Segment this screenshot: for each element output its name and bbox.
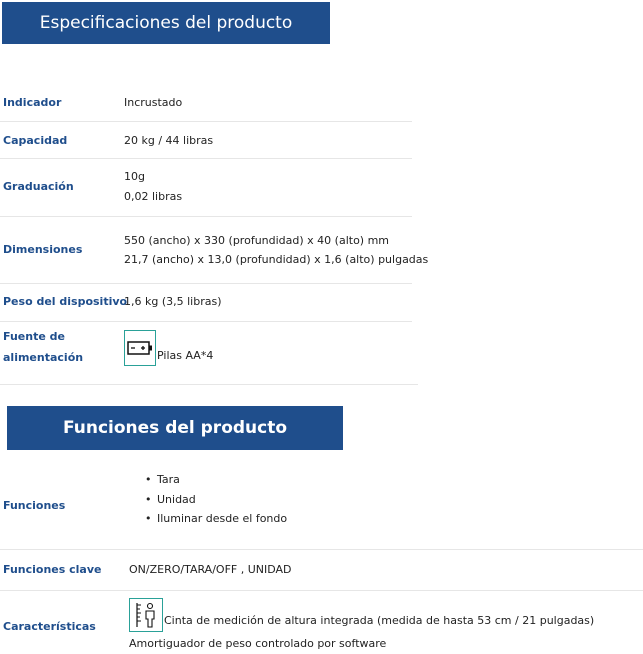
func-value-cinta: Cinta de medición de altura integrada (medida de hasta 53 cm / 21 pulgadas) [164, 614, 595, 627]
spec-value-dimensiones-mm: 550 (ancho) x 330 (profundidad) x 40 (alto) mm [124, 234, 390, 247]
functions-list [143, 470, 287, 529]
row-separator [0, 283, 412, 284]
spec-label-indicador: Indicador [3, 96, 62, 109]
functions-banner [7, 406, 343, 450]
spec-value-peso: 1,6 kg (3,5 libras) [124, 295, 222, 308]
list-item: • Iluminar desde el fondo [143, 509, 287, 529]
row-separator [0, 216, 412, 217]
row-separator [0, 549, 643, 550]
list-item: • Tara [143, 470, 287, 490]
func-label-funciones: Funciones [3, 499, 66, 512]
spec-label-graduacion: Graduación [3, 180, 74, 193]
specs-title: Especificaciones del producto [39, 13, 293, 33]
specs-banner [2, 2, 330, 44]
spec-value-capacidad: 20 kg / 44 libras [124, 134, 214, 147]
row-separator [0, 121, 412, 122]
row-separator [0, 321, 412, 322]
func-label-caracteristicas: Características [3, 620, 96, 633]
spec-value-graduacion-2: 0,02 libras [124, 190, 183, 203]
func-label-clave: Funciones clave [3, 563, 102, 576]
spec-label-fuente-2: alimentación [3, 351, 84, 364]
row-separator [0, 590, 643, 591]
spec-label-fuente-1: Fuente de [3, 330, 65, 343]
list-item: • Unidad [143, 490, 287, 510]
spec-label-peso: Peso del dispositivo [3, 295, 128, 308]
functions-title: Funciones del producto [62, 418, 288, 438]
spec-value-fuente: Pilas AA*4 [157, 349, 214, 362]
func-value-amortiguador: Amortiguador de peso controlado por software [129, 637, 387, 650]
height-measure-icon [129, 598, 163, 632]
spec-value-indicador: Incrustado [124, 96, 183, 109]
spec-label-dimensiones: Dimensiones [3, 243, 83, 256]
spec-value-graduacion-1: 10g [124, 170, 145, 183]
func-value-clave: ON/ZERO/TARA/OFF , UNIDAD [129, 563, 292, 576]
section-separator [0, 384, 418, 385]
spec-label-capacidad: Capacidad [3, 134, 68, 147]
battery-icon [124, 330, 156, 366]
spec-value-dimensiones-in: 21,7 (ancho) x 13,0 (profundidad) x 1,6 (alto) pulgadas [124, 253, 429, 266]
row-separator [0, 158, 412, 159]
